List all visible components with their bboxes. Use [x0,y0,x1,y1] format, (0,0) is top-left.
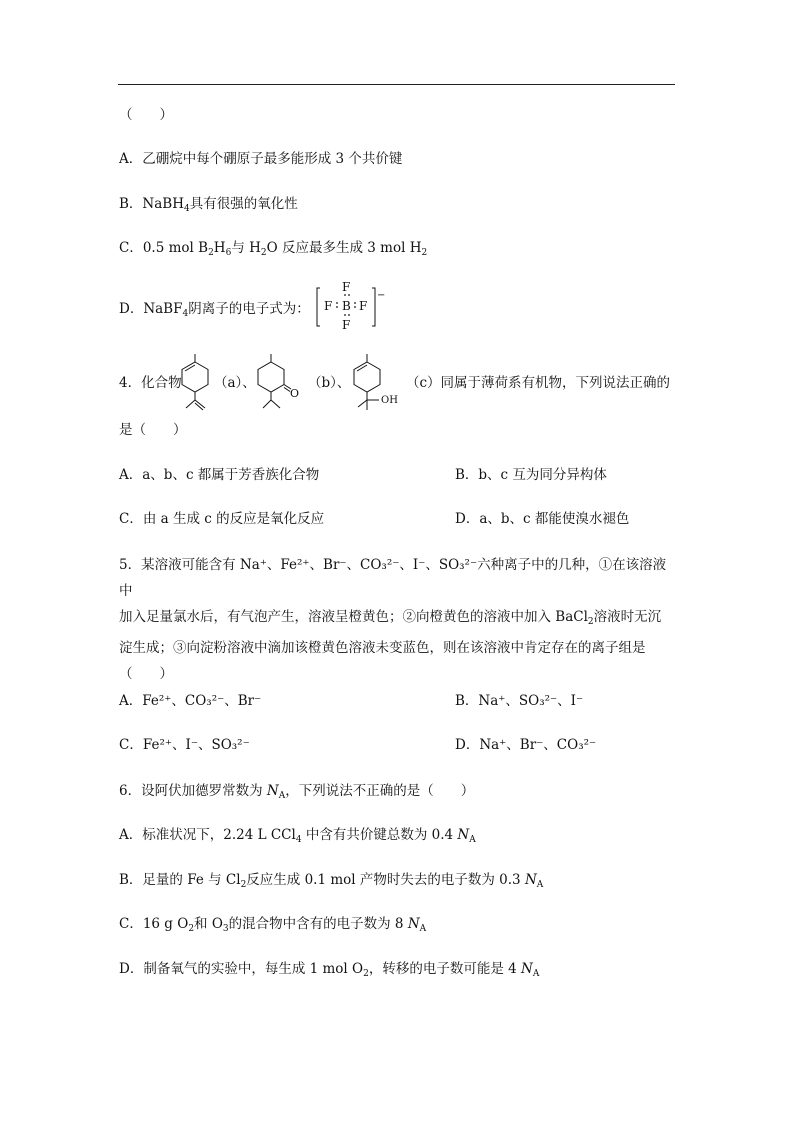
q4-option-b: B．b、c 互为同分异构体 [455,467,607,483]
electron-formula-f-right: F [359,299,368,313]
bf4-electron-formula [315,282,387,332]
molecule-c-structure [347,352,405,412]
q5-stem-line-1: 5．某溶液可能含有 Na⁺、Fe²⁺、Br⁻、CO₃²⁻、I⁻、SO₃²⁻六种离子中的几种，①在该溶液中 [119,557,667,599]
q4-option-a: A．a、b、c 都属于芳香族化合物 [119,467,320,483]
electron-formula-f-top: F [342,282,351,294]
electron-formula-f-left: F [324,299,333,313]
q6-option-d: D．制备氧气的实验中，每生成 1 mol $O_2$，转移的电子数可能是 4 $N_A$ [119,961,540,979]
q6-option-b: B．足量的 Fe 与 $Cl_2$反应生成 0.1 mol 产物时失去的电子数为 0.3 $N_A$ [119,872,544,890]
electron-formula-b: B [342,299,351,313]
q5-option-a: A．Fe²⁺、CO₃²⁻、Br⁻ [119,693,262,709]
hydroxyl-label: OH [381,395,398,406]
q5-stem-line-3: 淀生成；③向淀粉溶液中滴加该橙黄色溶液未变蓝色，则在该溶液中肯定存在的离子组是 [119,640,646,656]
q5-stem [119,552,676,687]
q6-stem: 6．设阿伏加德罗常数为 $N_A$，下列说法不正确的是（ ） [119,783,475,801]
q4-label-a: （a）、 [214,375,256,391]
q5-stem-line-2: 加入足量氯水后，有气泡产生，溶液呈橙黄色；②向橙黄色的溶液中加入 BaCl$_2$溶液时无沉 [119,609,662,627]
q5-stem-line-4: （ ） [119,666,173,682]
q4-stem-end: 是（ ） [119,422,187,438]
electron-formula-charge: − [377,290,386,301]
carbonyl-oxygen-label: O [290,387,300,400]
q4-stem-start: 4．化合物 [119,375,182,391]
q4-option-d: D．a、b、c 都能使溴水褪色 [455,511,630,527]
q5-option-b: B．Na⁺、SO₃²⁻、I⁻ [455,693,584,709]
q6-option-a: A．标准状况下，2.24 L CCl$_4$ 中含有共价键总数为 0.4 $N_A$ [119,827,476,845]
q3-option-b: B．NaBH$_4$具有很强的氧化性 [119,196,298,214]
q3-stem-end: （ ） [119,107,173,123]
q6-option-c: C．16 g $O_2$和 $O_3$的混合物中含有的电子数为 8 $N_A$ [119,916,427,934]
q3-option-a: A．乙硼烷中每个硼原子最多能形成 3 个共价键 [119,151,403,167]
molecule-a-structure [172,352,220,412]
q5-option-c: C．Fe²⁺、I⁻、SO₃²⁻ [119,737,250,753]
header-rule [118,84,675,85]
q5-option-d: D．Na⁺、Br⁻、CO₃²⁻ [455,737,597,753]
q4-label-c: （c）同属于薄荷系有机物，下列说法正确的 [406,375,671,391]
q3-option-d: D．NaBF$_4$阴离子的电子式为： [119,301,310,319]
q4-label-b: （b）、 [308,375,351,391]
electron-formula-f-bottom: F [342,318,351,332]
q4-option-c: C．由 a 生成 c 的反应是氧化反应 [119,511,325,527]
q3-option-c: C．0.5 mol $B_2H_6$与 $H_2O$ 反应最多生成 3 mol $H_2$ [119,240,428,258]
molecule-b-structure [255,352,311,412]
